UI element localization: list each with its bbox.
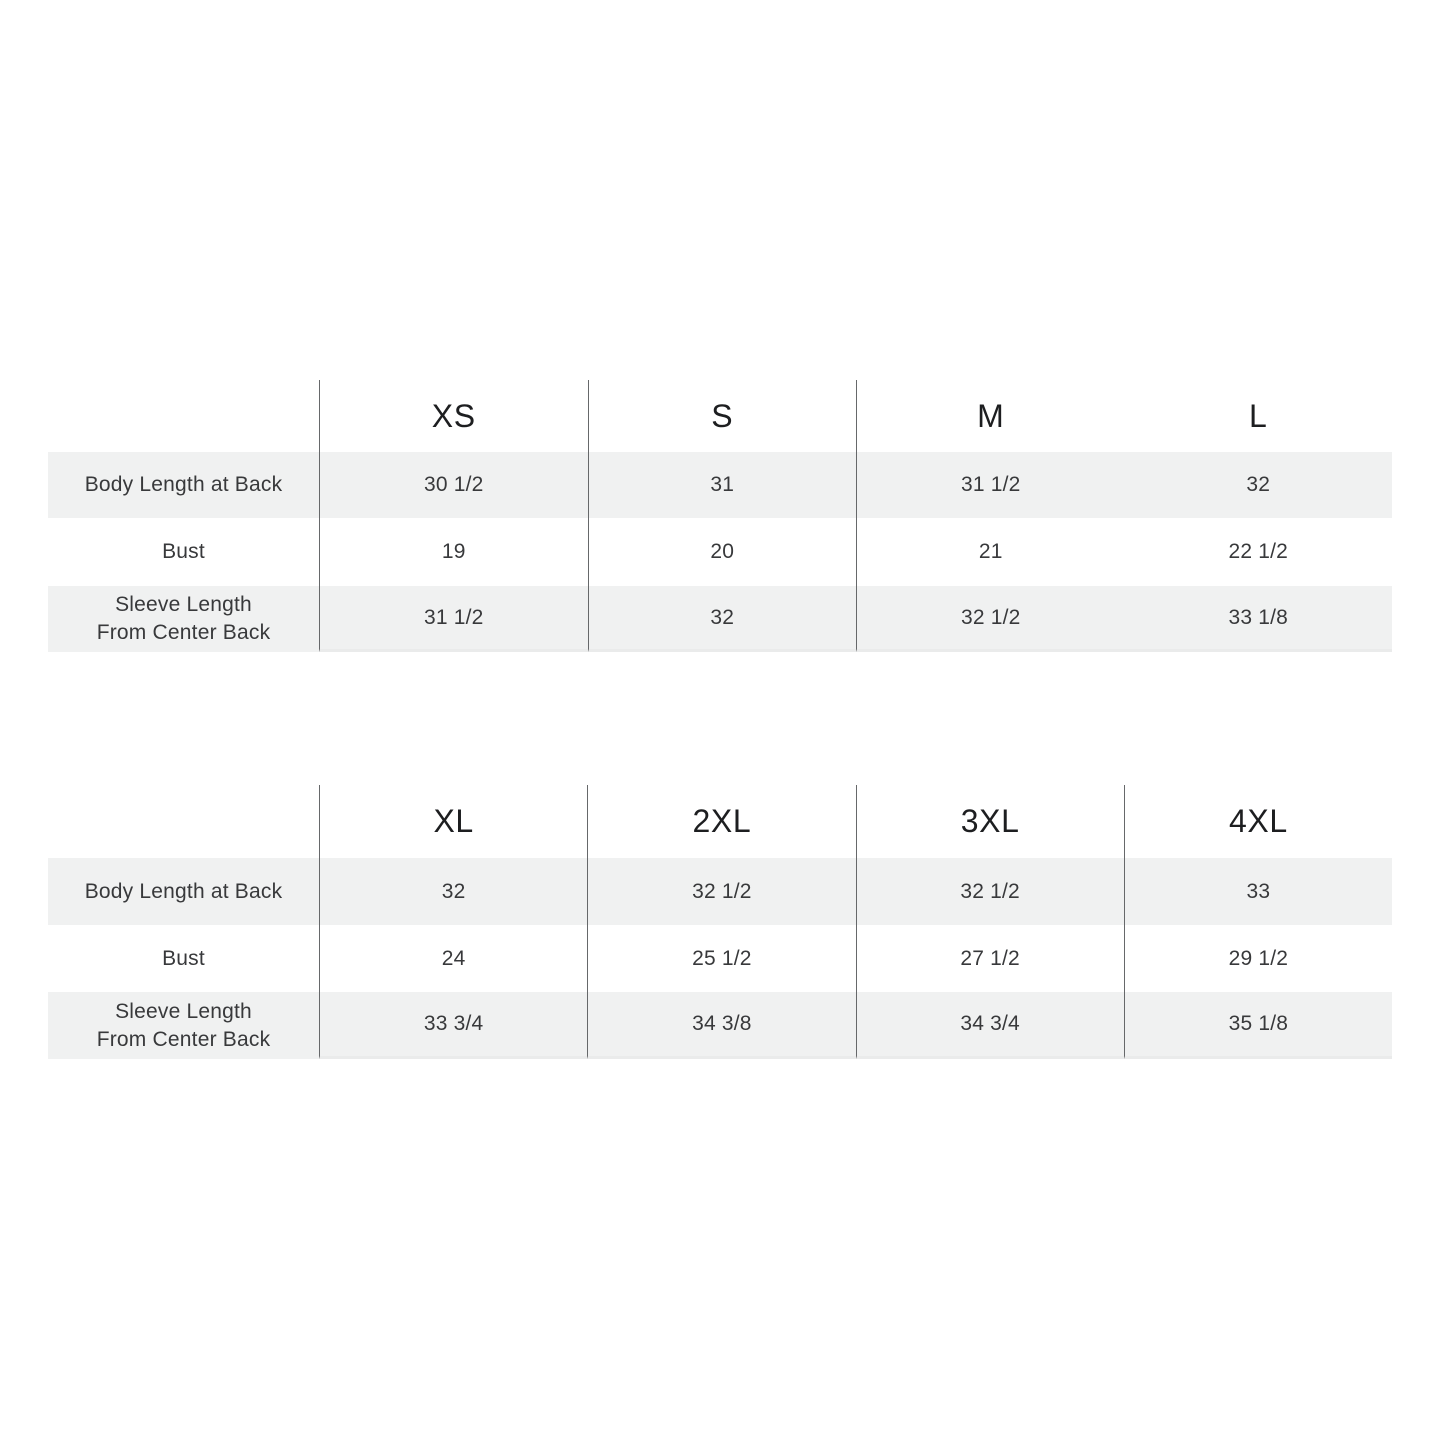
size-value: 34 3/4 bbox=[856, 992, 1124, 1059]
row-label-line1: Body Length at Back bbox=[84, 473, 283, 496]
row-label-line2: From Center Back bbox=[96, 1027, 271, 1051]
column-header-3xl: 3XL bbox=[856, 785, 1124, 858]
measurement-row-sleeve-length bbox=[48, 992, 1392, 1059]
size-value: 21 bbox=[856, 518, 1125, 586]
column-header-l: L bbox=[1249, 397, 1268, 434]
row-label-line1: Bust bbox=[162, 946, 205, 970]
column-header-xs: XS bbox=[319, 380, 588, 452]
row-label bbox=[48, 992, 319, 1059]
size-value: 33 3/4 bbox=[319, 992, 587, 1059]
size-value: 35 1/8 bbox=[1124, 992, 1392, 1059]
measurement-row-bust bbox=[48, 925, 1392, 992]
row-label-line1: Bust bbox=[162, 540, 205, 563]
header-row bbox=[48, 380, 1392, 452]
row-label-line1: Body Length at Back bbox=[84, 879, 283, 903]
size-value: 25 1/2 bbox=[587, 925, 855, 992]
row-label bbox=[48, 858, 319, 925]
measurement-row-body-length bbox=[48, 452, 1392, 518]
row-label-line2: From Center Back bbox=[96, 621, 271, 644]
size-value: 19 bbox=[319, 518, 588, 586]
measurement-row-sleeve-length bbox=[48, 586, 1392, 652]
size-table-xs-l bbox=[48, 380, 1392, 652]
column-header-4xl: 4XL bbox=[1124, 785, 1392, 858]
size-value: 20 bbox=[588, 518, 857, 586]
row-label bbox=[48, 518, 319, 586]
row-label-spacer bbox=[48, 380, 319, 452]
size-value: 29 1/2 bbox=[1124, 925, 1392, 992]
size-value: 27 1/2 bbox=[856, 925, 1124, 992]
size-value: 22 1/2 bbox=[1228, 540, 1289, 563]
row-label bbox=[48, 452, 319, 518]
size-table-xl-4xl bbox=[48, 785, 1392, 1059]
column-header-s: S bbox=[588, 380, 857, 452]
size-value: 31 bbox=[588, 452, 857, 518]
row-label-line1: Sleeve Length bbox=[115, 593, 252, 616]
size-value: 24 bbox=[319, 925, 587, 992]
size-value: 32 1/2 bbox=[856, 858, 1124, 925]
size-value: 34 3/8 bbox=[587, 992, 855, 1059]
measurement-row-body-length bbox=[48, 858, 1392, 925]
size-value: 33 bbox=[1124, 858, 1392, 925]
column-header-m: M bbox=[856, 380, 1125, 452]
column-header-2xl: 2XL bbox=[587, 785, 855, 858]
row-label bbox=[48, 925, 319, 992]
header-row bbox=[48, 785, 1392, 858]
size-value: 32 bbox=[319, 858, 587, 925]
size-value: 30 1/2 bbox=[319, 452, 588, 518]
size-value: 33 1/8 bbox=[1125, 586, 1393, 652]
size-value: 32 bbox=[588, 586, 857, 652]
measurement-row-bust bbox=[48, 518, 1392, 586]
size-value: 32 bbox=[1246, 473, 1271, 496]
size-value: 31 1/2 bbox=[856, 452, 1125, 518]
size-value: 31 1/2 bbox=[319, 586, 588, 652]
size-value: 32 1/2 bbox=[587, 858, 855, 925]
row-label-line1: Sleeve Length bbox=[115, 999, 252, 1023]
row-label-spacer bbox=[48, 785, 319, 858]
column-header-xl: XL bbox=[319, 785, 587, 858]
row-label bbox=[48, 586, 319, 652]
size-value: 32 1/2 bbox=[856, 586, 1125, 652]
